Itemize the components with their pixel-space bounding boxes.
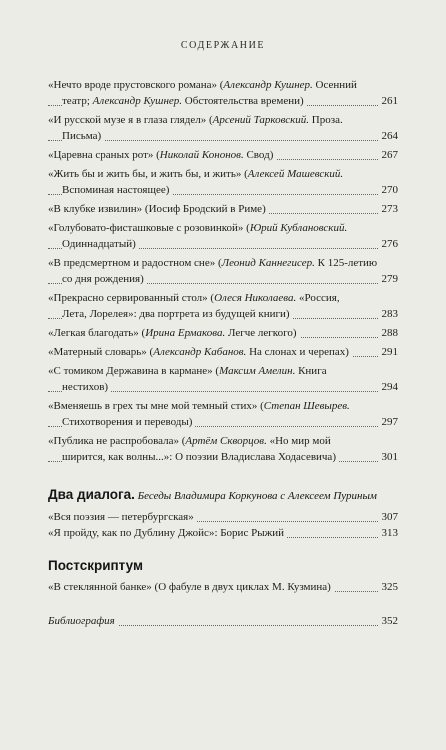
entry-text-fragment: «Жить бы и жить бы, и жить бы, и жить» (: [48, 168, 248, 180]
entry-text-fragment: Алексей Машевский.: [247, 168, 344, 180]
entry-text-fragment: «С томиком Державина в кармане» (: [48, 365, 220, 377]
page-number: 283: [379, 306, 399, 322]
entry-title-continuation: [62, 451, 339, 463]
page-number: 276: [379, 236, 399, 252]
entry-text-fragment: «В предсмертном и радостном сне» (: [48, 257, 222, 269]
entry-title-continuation: [62, 273, 147, 285]
toc-section-essays: [48, 77, 398, 468]
entry-title-line: [48, 222, 350, 234]
entry-text-fragment: «Легкая благодать» (: [48, 327, 146, 339]
entry-text-fragment: Николай Кононов.: [159, 149, 244, 161]
toc-entry: [48, 166, 398, 198]
entry-text-fragment: Артём Скворцов.: [185, 435, 267, 447]
entry-text-fragment: Арсений Тарковский.: [212, 114, 310, 126]
entry-title: «Я пройду, как по Дублину Джойс»: Борис Рыжий: [48, 527, 287, 539]
toc-entry: [48, 433, 398, 465]
toc-entry: [48, 344, 398, 360]
entry-text-fragment: «В клубке извилин» (Иосиф Бродский в Риме): [48, 203, 266, 215]
entry-title-line: [48, 203, 269, 215]
entry-title-line: [48, 327, 300, 339]
entry-text-fragment: Легче легкого): [225, 327, 297, 339]
entry-title: Библиография: [48, 615, 115, 627]
page-number: 267: [379, 147, 399, 163]
entry-title-line: [48, 257, 380, 269]
page-number: 307: [379, 509, 399, 525]
page-title: СОДЕРЖАНИЕ: [180, 40, 266, 51]
entry-text-fragment: На слонах и черепах): [246, 346, 349, 358]
entry-title-continuation: [62, 95, 307, 107]
entry-text-fragment: «Голубовато-фисташковые с розовинкой» (: [48, 222, 250, 234]
toc-entry: [48, 363, 398, 395]
entry-text-fragment: Обстоятельства времени): [182, 95, 304, 107]
entry-text-fragment: Одиннадцатый): [62, 238, 136, 250]
toc-entry: [48, 398, 398, 430]
entry-text-fragment: К 125-летию: [314, 257, 378, 269]
page-number: 273: [379, 201, 399, 217]
entry-text-fragment: Осенний: [312, 79, 357, 91]
toc-entry: [48, 290, 398, 322]
entry-title-line: [48, 114, 346, 126]
section-title: Два диалога.: [48, 487, 135, 502]
entry-title-continuation: [62, 238, 139, 250]
toc-entry: [48, 509, 398, 525]
entry-title-line: [48, 149, 276, 161]
entry-title-line: [48, 168, 346, 180]
entry-title-line: [48, 346, 352, 358]
toc-entry: [48, 147, 398, 163]
toc-entry: [48, 579, 398, 595]
toc-entry: [48, 525, 398, 541]
toc-entry: [48, 77, 398, 109]
page-number: 288: [379, 325, 399, 341]
toc-entry: [48, 325, 398, 341]
entry-title-line: [48, 292, 343, 304]
page-number: 301: [379, 449, 399, 465]
toc-entry: [48, 255, 398, 287]
entry-text-fragment: «Вменяешь в грех ты мне мой темный стих» (: [48, 400, 264, 412]
entry-text-fragment: Степан Шевырев.: [263, 400, 350, 412]
entry-text-fragment: ширится, как волны...»: О поэзии Владислава Ходасевича): [62, 451, 336, 463]
toc-entry: [48, 112, 398, 144]
entry-text-fragment: Проза.: [309, 114, 343, 126]
entry-title: «Вся поэзия — петербургская»: [48, 511, 197, 523]
entry-title-line: [48, 435, 334, 447]
section-heading-postscript: Постскриптум: [48, 558, 143, 573]
entry-title-continuation: [62, 130, 104, 142]
page-number: 264: [379, 128, 399, 144]
entry-title: «В стеклянной банке» (О фабуле в двух циклах М. Кузмина): [48, 581, 334, 593]
entry-text-fragment: театр;: [62, 95, 93, 107]
entry-text-fragment: Александр Кабанов.: [153, 346, 247, 358]
entry-text-fragment: «Публика не распробовала» (: [48, 435, 186, 447]
entry-text-fragment: Книга: [295, 365, 327, 377]
entry-text-fragment: нестихов): [62, 381, 109, 393]
entry-text-fragment: «Прекрасно сервированный стол» (: [48, 292, 215, 304]
entry-text-fragment: Александр Кушнер.: [92, 95, 183, 107]
entry-text-fragment: Максим Амелин.: [219, 365, 296, 377]
entry-text-fragment: Юрий Кублановский.: [249, 222, 348, 234]
toc-entry-bibliography: [48, 613, 398, 629]
entry-title-line: [48, 79, 360, 91]
page-number: 294: [379, 379, 399, 395]
entry-text-fragment: Леонид Каннегисер.: [221, 257, 315, 269]
entry-text-fragment: «Но мир мой: [266, 435, 331, 447]
toc-entry: [48, 220, 398, 252]
entry-text-fragment: Вспоминая настоящее): [62, 184, 170, 196]
entry-title-continuation: [62, 381, 111, 393]
entry-title-line: [48, 400, 353, 412]
entry-text-fragment: Письма): [62, 130, 102, 142]
entry-title-continuation: [62, 184, 172, 196]
section-subtitle: Беседы Владимира Коркунова с Алексеем Пуриным: [134, 490, 377, 502]
entry-text-fragment: Олеся Николаева.: [214, 292, 297, 304]
page-number: 291: [379, 344, 399, 360]
entry-text-fragment: Александр Кушнер.: [223, 79, 313, 91]
entry-title-continuation: [62, 308, 293, 320]
page-number: 270: [379, 182, 399, 198]
table-of-contents: [48, 77, 398, 629]
entry-text-fragment: «И русской музе я в глаза глядел» (: [48, 114, 213, 126]
entry-text-fragment: «Царевна сраных рот» (: [48, 149, 160, 161]
page-number: 325: [379, 579, 399, 595]
page-number: 261: [379, 93, 399, 109]
entry-text-fragment: «Нечто вроде прустовского романа» (: [48, 79, 224, 91]
page-number: 313: [379, 525, 399, 541]
page-number: 352: [379, 613, 399, 629]
entry-text-fragment: Свод): [243, 149, 274, 161]
entry-title-line: [48, 365, 330, 377]
page-number: 279: [379, 271, 399, 287]
entry-text-fragment: «Россия,: [296, 292, 340, 304]
entry-text-fragment: со дня рождения): [62, 273, 144, 285]
entry-title-continuation: [62, 416, 195, 428]
page-number: 297: [379, 414, 399, 430]
entry-text-fragment: Стихотворения и переводы): [62, 416, 193, 428]
entry-text-fragment: Ирина Ермакова.: [145, 327, 226, 339]
entry-text-fragment: Лета, Лорелея»: два портрета из будущей книги): [62, 308, 290, 320]
entry-text-fragment: «Матерный словарь» (: [48, 346, 154, 358]
section-heading-dialogues: [48, 486, 398, 505]
toc-entry: [48, 201, 398, 217]
